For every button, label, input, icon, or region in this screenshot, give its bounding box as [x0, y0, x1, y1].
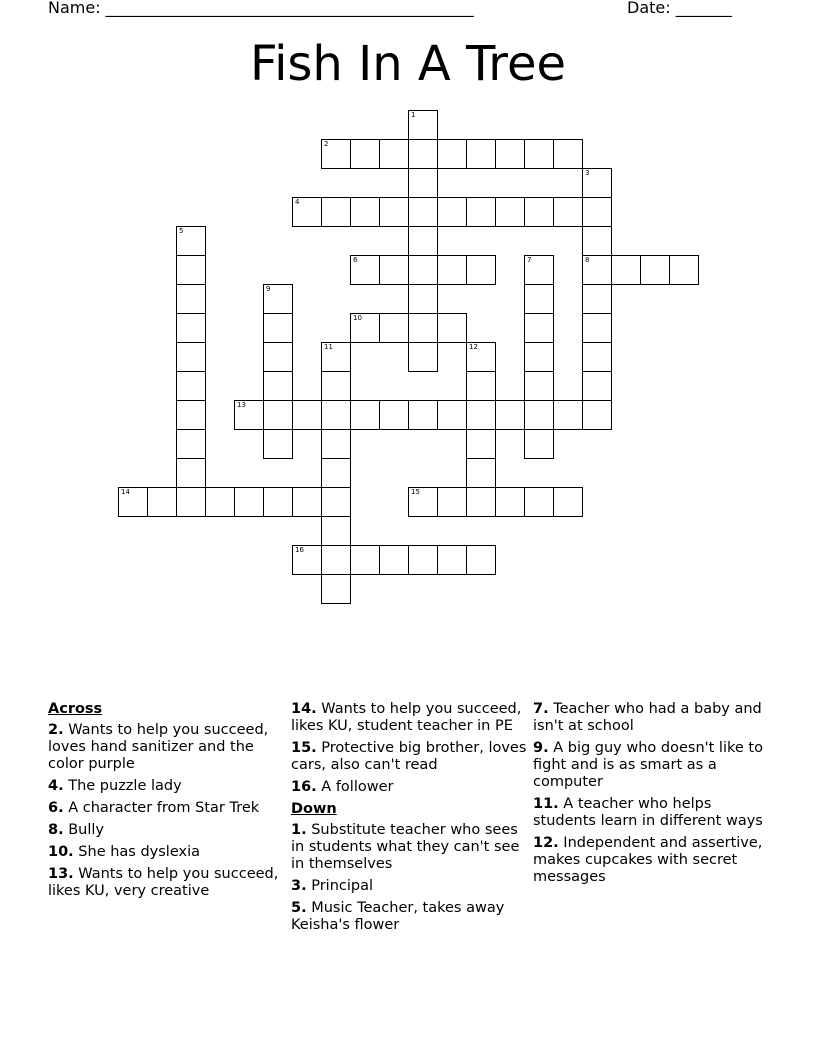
- clue-across-6: [48, 800, 284, 817]
- grid-cell[interactable]: [321, 400, 351, 430]
- grid-cell[interactable]: [379, 139, 409, 169]
- grid-cell[interactable]: [379, 197, 409, 227]
- clue-text: The puzzle lady: [68, 778, 182, 794]
- grid-cell[interactable]: [611, 255, 641, 285]
- clue-across-15: [291, 740, 527, 774]
- grid-cell[interactable]: [321, 139, 351, 169]
- grid-cell[interactable]: [408, 400, 438, 430]
- grid-cell[interactable]: [408, 226, 438, 256]
- grid-cell[interactable]: [350, 139, 380, 169]
- cell-number: 16: [295, 546, 304, 554]
- grid-cell[interactable]: [321, 574, 351, 604]
- grid-cell[interactable]: [263, 400, 293, 430]
- grid-cell[interactable]: [321, 516, 351, 546]
- grid-cell[interactable]: [176, 226, 206, 256]
- grid-cell[interactable]: [263, 313, 293, 343]
- grid-cell[interactable]: [408, 342, 438, 372]
- grid-cell[interactable]: [350, 197, 380, 227]
- clue-column-2: [291, 701, 527, 939]
- grid-cell[interactable]: [234, 487, 264, 517]
- cell-number: 9: [266, 285, 271, 293]
- clue-number: 9.: [533, 740, 549, 756]
- grid-cell[interactable]: [466, 342, 496, 372]
- grid-cell[interactable]: [466, 487, 496, 517]
- grid-cell[interactable]: [321, 371, 351, 401]
- clue-across-14: [291, 701, 527, 735]
- grid-cell[interactable]: [147, 487, 177, 517]
- clue-text: Music Teacher, takes away Keisha's flower: [291, 900, 505, 933]
- cell-number: 14: [121, 488, 130, 496]
- clue-text: A big guy who doesn't like to fight and is as smart as a computer: [533, 740, 763, 790]
- date-line[interactable]: Date: _______: [627, 0, 732, 17]
- grid-cell[interactable]: [582, 313, 612, 343]
- grid-cell[interactable]: [350, 400, 380, 430]
- clue-number: 8.: [48, 822, 64, 838]
- grid-cell[interactable]: [263, 371, 293, 401]
- clue-number: 15.: [291, 740, 317, 756]
- grid-cell[interactable]: [408, 313, 438, 343]
- clue-text: A teacher who helps students learn in different ways: [533, 796, 763, 829]
- grid-cell[interactable]: [263, 284, 293, 314]
- grid-cell[interactable]: [582, 255, 612, 285]
- name-line[interactable]: Name: ______________________________________________: [48, 0, 474, 17]
- grid-cell[interactable]: [524, 284, 554, 314]
- grid-cell[interactable]: [524, 400, 554, 430]
- grid-cell[interactable]: [437, 400, 467, 430]
- clue-number: 7.: [533, 701, 549, 717]
- clue-text: Independent and assertive, makes cupcakes with secret messages: [533, 835, 763, 885]
- grid-cell[interactable]: [321, 429, 351, 459]
- grid-cell[interactable]: [582, 226, 612, 256]
- clue-down-12: [533, 835, 769, 886]
- grid-cell[interactable]: [408, 284, 438, 314]
- clue-text: A follower: [321, 779, 394, 795]
- grid-cell[interactable]: [263, 487, 293, 517]
- clue-down-1: [291, 822, 527, 873]
- grid-cell[interactable]: [408, 545, 438, 575]
- clue-number: 11.: [533, 796, 559, 812]
- grid-cell[interactable]: [379, 545, 409, 575]
- clue-number: 2.: [48, 722, 64, 738]
- grid-cell[interactable]: [437, 255, 467, 285]
- grid-cell[interactable]: [176, 371, 206, 401]
- grid-cell[interactable]: [263, 342, 293, 372]
- cell-number: 4: [295, 198, 300, 206]
- clue-number: 13.: [48, 866, 74, 882]
- grid-cell[interactable]: [553, 139, 583, 169]
- clue-text: Wants to help you succeed, likes KU, very creative: [48, 866, 279, 899]
- clue-text: Teacher who had a baby and isn't at school: [533, 701, 762, 734]
- clue-across-10: [48, 844, 284, 861]
- grid-cell[interactable]: [582, 284, 612, 314]
- clue-down-3: [291, 878, 527, 895]
- grid-cell[interactable]: [408, 110, 438, 140]
- grid-cell[interactable]: [466, 458, 496, 488]
- grid-cell[interactable]: [524, 255, 554, 285]
- grid-cell[interactable]: [437, 313, 467, 343]
- clue-number: 3.: [291, 878, 307, 894]
- puzzle-title: Fish In A Tree: [249, 36, 567, 92]
- grid-cell[interactable]: [176, 313, 206, 343]
- clue-across-2: [48, 722, 284, 773]
- grid-cell[interactable]: [408, 255, 438, 285]
- grid-cell[interactable]: [408, 168, 438, 198]
- cell-number: 10: [353, 314, 362, 322]
- cell-number: 5: [179, 227, 184, 235]
- grid-cell[interactable]: [553, 197, 583, 227]
- clue-text: Wants to help you succeed, likes KU, student teacher in PE: [291, 701, 522, 734]
- grid-cell[interactable]: [205, 487, 235, 517]
- grid-cell[interactable]: [524, 429, 554, 459]
- grid-cell[interactable]: [553, 400, 583, 430]
- clue-text: A character from Star Trek: [68, 800, 260, 816]
- grid-cell[interactable]: [176, 284, 206, 314]
- grid-cell[interactable]: [466, 545, 496, 575]
- grid-cell[interactable]: [350, 545, 380, 575]
- clue-number: 5.: [291, 900, 307, 916]
- clue-text: Wants to help you succeed, loves hand sanitizer and the color purple: [48, 722, 269, 772]
- grid-cell[interactable]: [524, 342, 554, 372]
- grid-cell[interactable]: [176, 342, 206, 372]
- grid-cell[interactable]: [408, 197, 438, 227]
- across-heading: Across: [48, 701, 103, 717]
- grid-cell[interactable]: [437, 545, 467, 575]
- grid-cell[interactable]: [524, 197, 554, 227]
- clue-column-3: [533, 701, 769, 891]
- clue-text: Substitute teacher who sees in students what they can't see in themselves: [291, 822, 520, 872]
- clue-number: 4.: [48, 778, 64, 794]
- grid-cell[interactable]: [321, 458, 351, 488]
- grid-cell[interactable]: [263, 429, 293, 459]
- cell-number: 8: [585, 256, 590, 264]
- grid-cell[interactable]: [234, 400, 264, 430]
- grid-cell[interactable]: [582, 371, 612, 401]
- clue-text: She has dyslexia: [78, 844, 200, 860]
- grid-cell[interactable]: [466, 429, 496, 459]
- clue-across-13: [48, 866, 284, 900]
- clue-number: 6.: [48, 800, 64, 816]
- grid-cell[interactable]: [379, 313, 409, 343]
- clue-number: 1.: [291, 822, 307, 838]
- grid-cell[interactable]: [118, 487, 148, 517]
- grid-cell[interactable]: [292, 400, 322, 430]
- grid-cell[interactable]: [524, 139, 554, 169]
- grid-cell[interactable]: [495, 487, 525, 517]
- grid-cell[interactable]: [350, 255, 380, 285]
- grid-cell[interactable]: [524, 487, 554, 517]
- clue-text: Protective big brother, loves cars, also can't read: [291, 740, 527, 773]
- clue-number: 14.: [291, 701, 317, 717]
- cell-number: 7: [527, 256, 532, 264]
- clue-down-9: [533, 740, 769, 791]
- grid-cell[interactable]: [495, 400, 525, 430]
- grid-cell[interactable]: [582, 168, 612, 198]
- grid-cell[interactable]: [321, 342, 351, 372]
- grid-cell[interactable]: [292, 545, 322, 575]
- clue-number: 16.: [291, 779, 317, 795]
- grid-cell[interactable]: [495, 197, 525, 227]
- grid-cell[interactable]: [408, 487, 438, 517]
- grid-cell[interactable]: [466, 400, 496, 430]
- grid-cell[interactable]: [292, 197, 322, 227]
- clue-text: Principal: [311, 878, 374, 894]
- cell-number: 15: [411, 488, 420, 496]
- clue-number: 10.: [48, 844, 74, 860]
- grid-cell[interactable]: [321, 487, 351, 517]
- grid-cell[interactable]: [176, 487, 206, 517]
- clue-across-8: [48, 822, 284, 839]
- grid-cell[interactable]: [466, 139, 496, 169]
- grid-cell[interactable]: [466, 371, 496, 401]
- grid-cell[interactable]: [466, 255, 496, 285]
- grid-cell[interactable]: [582, 400, 612, 430]
- clue-number: 12.: [533, 835, 559, 851]
- grid-cell[interactable]: [582, 342, 612, 372]
- cell-number: 2: [324, 140, 329, 148]
- grid-cell[interactable]: [379, 400, 409, 430]
- cell-number: 13: [237, 401, 246, 409]
- cell-number: 1: [411, 111, 416, 119]
- grid-cell[interactable]: [321, 545, 351, 575]
- grid-cell[interactable]: [292, 487, 322, 517]
- grid-cell[interactable]: [176, 458, 206, 488]
- grid-cell[interactable]: [466, 197, 496, 227]
- grid-cell[interactable]: [176, 400, 206, 430]
- grid-cell[interactable]: [524, 313, 554, 343]
- cell-number: 11: [324, 343, 333, 351]
- grid-cell[interactable]: [437, 197, 467, 227]
- clue-down-11: [533, 796, 769, 830]
- grid-cell[interactable]: [350, 313, 380, 343]
- grid-cell[interactable]: [408, 139, 438, 169]
- grid-cell[interactable]: [582, 197, 612, 227]
- cell-number: 6: [353, 256, 358, 264]
- grid-cell[interactable]: [437, 139, 467, 169]
- grid-cell[interactable]: [495, 139, 525, 169]
- grid-cell[interactable]: [176, 255, 206, 285]
- grid-cell[interactable]: [524, 371, 554, 401]
- grid-cell[interactable]: [640, 255, 670, 285]
- grid-cell[interactable]: [437, 487, 467, 517]
- clue-down-7: [533, 701, 769, 735]
- clue-text: Bully: [68, 822, 104, 838]
- grid-cell[interactable]: [176, 429, 206, 459]
- cell-number: 12: [469, 343, 478, 351]
- clue-across-16: [291, 779, 527, 796]
- cell-number: 3: [585, 169, 590, 177]
- grid-cell[interactable]: [321, 197, 351, 227]
- grid-cell[interactable]: [379, 255, 409, 285]
- down-heading: Down: [291, 801, 337, 817]
- clue-across-4: [48, 778, 284, 795]
- grid-cell[interactable]: [553, 487, 583, 517]
- clue-column-1: [48, 701, 284, 905]
- clue-down-5: [291, 900, 527, 934]
- grid-cell[interactable]: [669, 255, 699, 285]
